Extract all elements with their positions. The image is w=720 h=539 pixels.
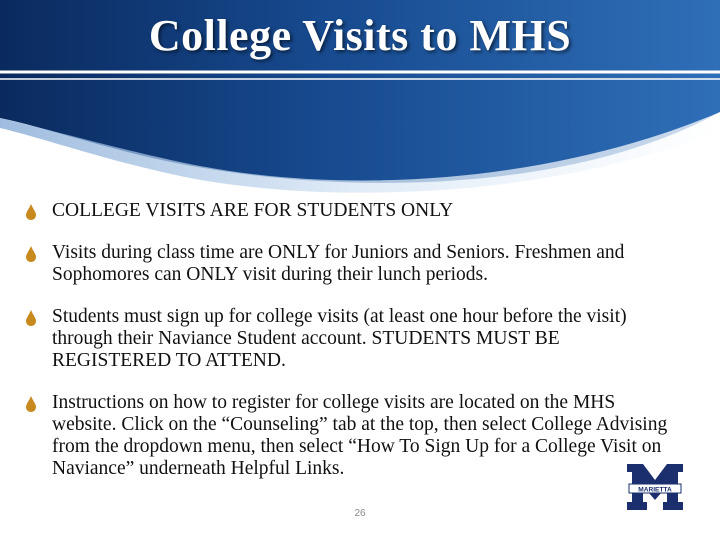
- droplet-bullet-icon: [26, 204, 36, 220]
- page-number: 26: [354, 508, 366, 519]
- bullet-item: [26, 200, 676, 222]
- marietta-m-logo-icon: [625, 462, 685, 512]
- bullet-text: Students must sign up for college visits (at least one hour before the visit) through their Naviance Student account. STUDENTS MUST BE REGISTERED TO ATTEND.: [52, 306, 627, 371]
- bullet-text: Instructions on how to register for college visits are located on the MHS website. Click on the “Counseling” tab at the top, then select College Advising from the dropdown menu, then select “How To Sign Up for a College Visit on Naviance” underneath Helpful Links.: [52, 392, 668, 479]
- bullet-text: Visits during class time are ONLY for Juniors and Seniors. Freshmen and Sophomores can ONLY visit during their lunch periods.: [52, 242, 625, 285]
- slide-header: [0, 0, 720, 200]
- bullet-item: [26, 242, 676, 286]
- bullet-text: COLLEGE VISITS ARE FOR STUDENTS ONLY: [52, 200, 454, 221]
- logo-text: MARIETTA: [638, 486, 672, 494]
- bullet-item: [26, 392, 676, 480]
- bullet-item: [26, 306, 676, 372]
- droplet-bullet-icon: [26, 396, 36, 412]
- bullet-list: [26, 200, 676, 500]
- droplet-bullet-icon: [26, 310, 36, 326]
- droplet-bullet-icon: [26, 246, 36, 262]
- slide-title: College Visits to MHS: [148, 11, 572, 60]
